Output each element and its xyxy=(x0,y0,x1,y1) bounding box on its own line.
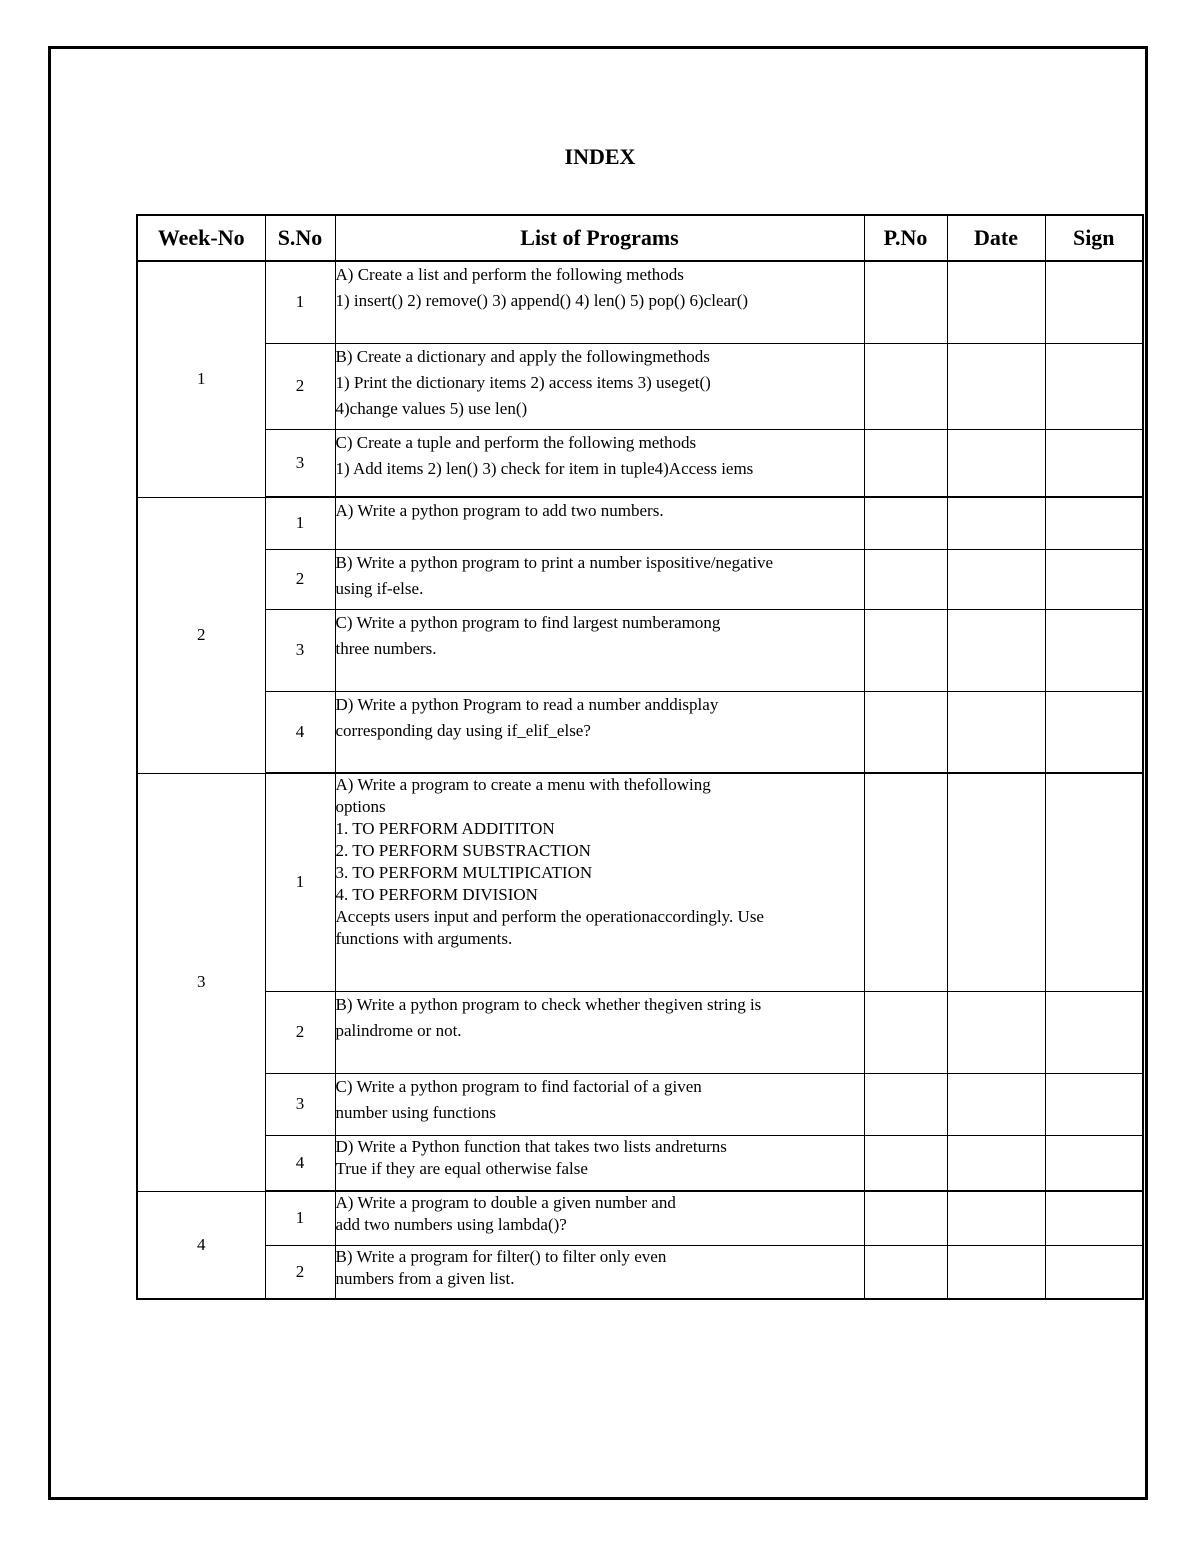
date-cell xyxy=(947,773,1045,991)
sign-cell xyxy=(1045,1191,1143,1245)
sign-cell xyxy=(1045,991,1143,1073)
page-number-cell xyxy=(864,691,947,773)
program-description-cell: A) Create a list and perform the following methods 1) insert() 2) remove() 3) append() 4) len() 5) pop() 6)clear() xyxy=(335,261,864,343)
serial-number-cell: 1 xyxy=(265,1191,335,1245)
header-p-no: P.No xyxy=(864,215,947,261)
program-description-cell: B) Create a dictionary and apply the followingmethods 1) Print the dictionary items 2) access items 3) useget() 4)change values 5) use len() xyxy=(335,343,864,429)
date-cell xyxy=(947,429,1045,497)
page-number-cell xyxy=(864,429,947,497)
program-description-cell: A) Write a program to double a given number and add two numbers using lambda()? xyxy=(335,1191,864,1245)
sign-cell xyxy=(1045,429,1143,497)
date-cell xyxy=(947,1245,1045,1299)
serial-number-cell: 1 xyxy=(265,773,335,991)
program-description-cell: B) Write a python program to check whether thegiven string is palindrome or not. xyxy=(335,991,864,1073)
serial-number-cell: 4 xyxy=(265,691,335,773)
page-number-cell xyxy=(864,1191,947,1245)
date-cell xyxy=(947,609,1045,691)
serial-number-cell: 1 xyxy=(265,497,335,549)
page-number-cell xyxy=(864,1245,947,1299)
date-cell xyxy=(947,991,1045,1073)
serial-number-cell: 2 xyxy=(265,991,335,1073)
sign-cell xyxy=(1045,1073,1143,1135)
date-cell xyxy=(947,691,1045,773)
header-sign: Sign xyxy=(1045,215,1143,261)
index-table xyxy=(136,214,1144,1300)
program-description-cell: A) Write a python program to add two numbers. xyxy=(335,497,864,549)
table-row xyxy=(137,1073,1143,1135)
table-row xyxy=(137,1135,1143,1191)
sign-cell xyxy=(1045,609,1143,691)
page-number-cell xyxy=(864,1135,947,1191)
sign-cell xyxy=(1045,497,1143,549)
sign-cell xyxy=(1045,773,1143,991)
table-row xyxy=(137,609,1143,691)
program-description-cell: C) Write a python program to find largest numberamong three numbers. xyxy=(335,609,864,691)
date-cell xyxy=(947,549,1045,609)
week-number-cell: 1 xyxy=(137,261,265,497)
serial-number-cell: 2 xyxy=(265,1245,335,1299)
table-row xyxy=(137,497,1143,549)
serial-number-cell: 2 xyxy=(265,549,335,609)
date-cell xyxy=(947,261,1045,343)
date-cell xyxy=(947,1073,1045,1135)
page-number-cell xyxy=(864,991,947,1073)
program-description-cell: B) Write a program for filter() to filter only even numbers from a given list. xyxy=(335,1245,864,1299)
sign-cell xyxy=(1045,691,1143,773)
sign-cell xyxy=(1045,549,1143,609)
program-description-cell: D) Write a python Program to read a number anddisplay corresponding day using if_elif_else? xyxy=(335,691,864,773)
table-row xyxy=(137,343,1143,429)
week-number-cell: 4 xyxy=(137,1191,265,1299)
sign-cell xyxy=(1045,343,1143,429)
page-number-cell xyxy=(864,497,947,549)
header-date: Date xyxy=(947,215,1045,261)
table-row xyxy=(137,429,1143,497)
date-cell xyxy=(947,497,1045,549)
date-cell xyxy=(947,343,1045,429)
program-description-cell: C) Write a python program to find factorial of a given number using functions xyxy=(335,1073,864,1135)
serial-number-cell: 4 xyxy=(265,1135,335,1191)
date-cell xyxy=(947,1135,1045,1191)
program-description-cell: C) Create a tuple and perform the following methods 1) Add items 2) len() 3) check for item in tuple4)Access iems xyxy=(335,429,864,497)
header-list-of-programs: List of Programs xyxy=(335,215,864,261)
week-number-cell: 2 xyxy=(137,497,265,773)
program-description-cell: B) Write a python program to print a number ispositive/negative using if-else. xyxy=(335,549,864,609)
page-title: INDEX xyxy=(564,144,636,169)
program-description-cell: D) Write a Python function that takes two lists andreturns True if they are equal otherwise false xyxy=(335,1135,864,1191)
page-number-cell xyxy=(864,549,947,609)
week-number-cell: 3 xyxy=(137,773,265,1191)
table-row xyxy=(137,773,1143,991)
page-number-cell xyxy=(864,343,947,429)
page-number-cell xyxy=(864,1073,947,1135)
table-row xyxy=(137,261,1143,343)
page-number-cell xyxy=(864,773,947,991)
table-row xyxy=(137,1245,1143,1299)
serial-number-cell: 2 xyxy=(265,343,335,429)
serial-number-cell: 1 xyxy=(265,261,335,343)
table-row xyxy=(137,1191,1143,1245)
sign-cell xyxy=(1045,1245,1143,1299)
sign-cell xyxy=(1045,261,1143,343)
serial-number-cell: 3 xyxy=(265,609,335,691)
serial-number-cell: 3 xyxy=(265,1073,335,1135)
header-week-no: Week-No xyxy=(137,215,265,261)
page-number-cell xyxy=(864,261,947,343)
header-s-no: S.No xyxy=(265,215,335,261)
sign-cell xyxy=(1045,1135,1143,1191)
program-description-cell: A) Write a program to create a menu with thefollowing options 1. TO PERFORM ADDITITON 2. TO PERFORM SUBSTRACTION 3. TO PERFORM MULTIPICATION 4. TO PERFORM DIVISION Accepts users input and perform the operationaccordingly. Use functions with arguments. xyxy=(335,773,864,991)
header-row xyxy=(137,215,1143,261)
table-row xyxy=(137,991,1143,1073)
table-row xyxy=(137,549,1143,609)
page-number-cell xyxy=(864,609,947,691)
table-row xyxy=(137,691,1143,773)
serial-number-cell: 3 xyxy=(265,429,335,497)
date-cell xyxy=(947,1191,1045,1245)
